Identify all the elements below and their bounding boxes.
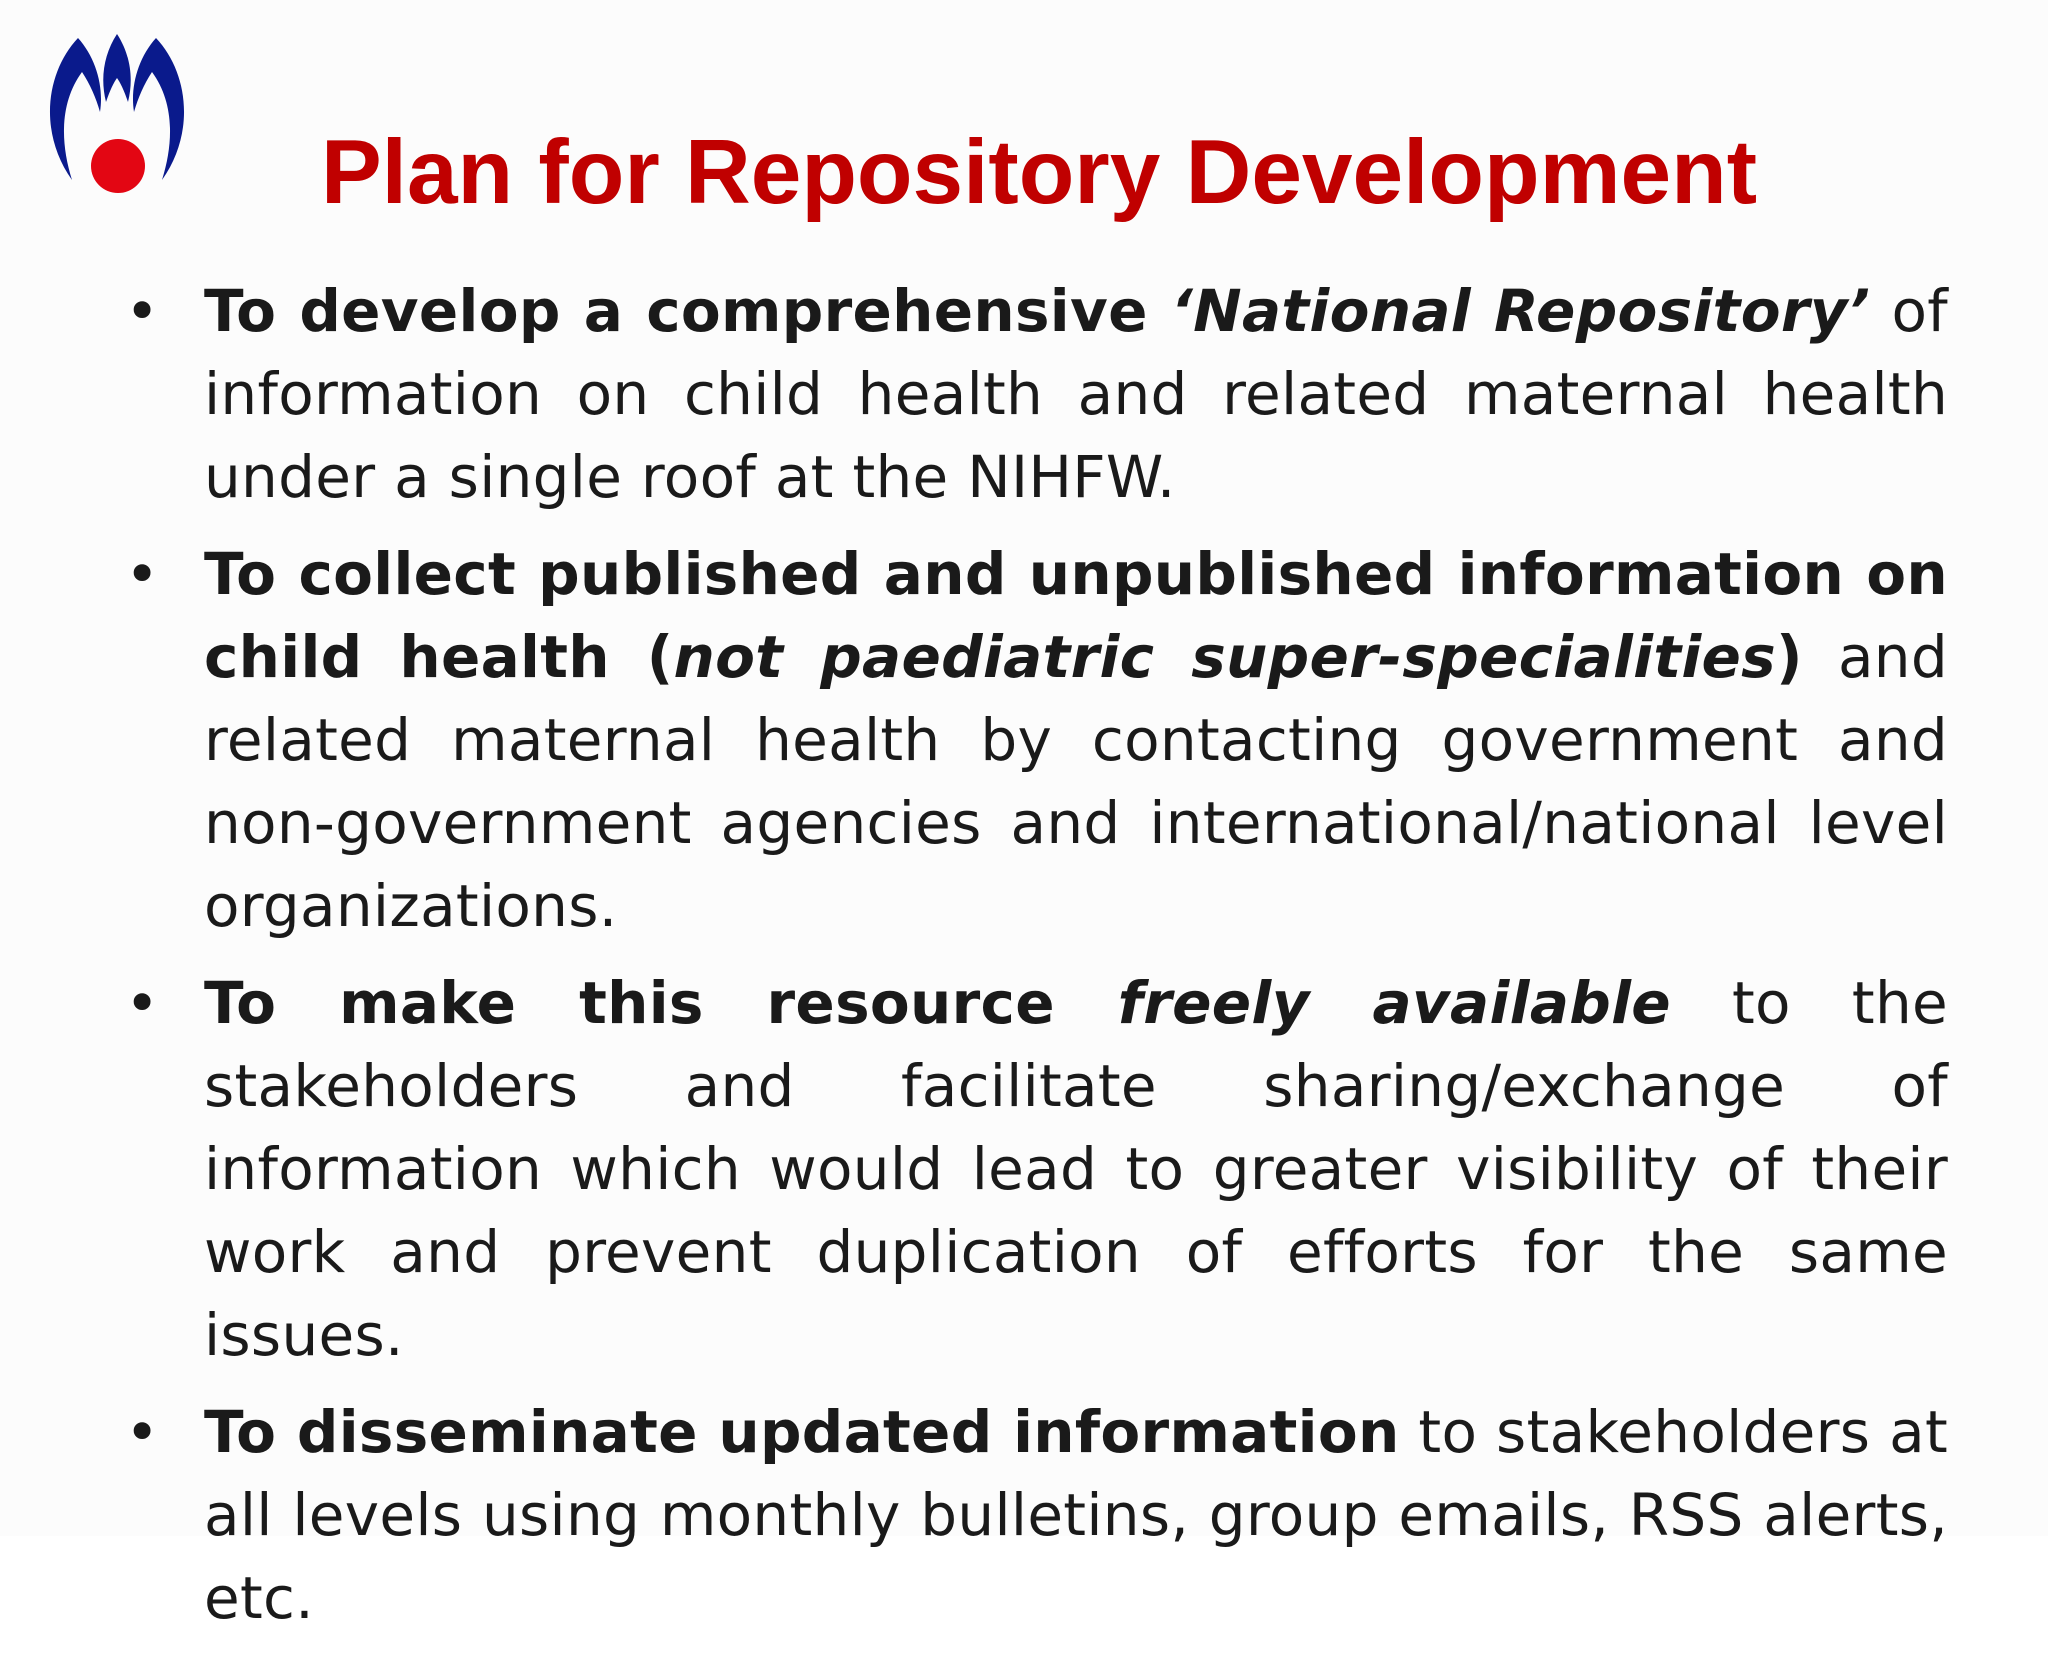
bullet-item (118, 533, 1948, 948)
bullet-text: of information on child health and related maternal health under a single roof at the NIHFW. (204, 277, 1948, 511)
bullet-text-bold-italic: not paediatric super-specialities (673, 623, 1776, 691)
bullet-dot-icon: • (125, 1398, 160, 1466)
bullet-dot-icon: • (125, 277, 160, 345)
bullet-text: to stakeholders at all levels using monthly bulletins, group emails, RSS alerts, etc. (204, 1398, 1948, 1632)
bullet-dot-icon: • (125, 969, 160, 1037)
bullet-text-bold: To collect published and unpublished information on child health ( (204, 540, 1948, 691)
bullet-text: to the stakeholders and facilitate sharing/exchange of information which would lead to greater visibility of their work and prevent duplication of efforts for the same issues. (204, 969, 1948, 1369)
bullet-text-bold-italic: freely available (1117, 969, 1671, 1037)
bullet-list (118, 270, 1948, 1654)
bullet-text: and related maternal health by contacting government and non-government agencies and international/national level organizations. (204, 623, 1948, 940)
bullet-text-bold: ) (1776, 623, 1803, 691)
bullet-item (118, 270, 1948, 519)
bullet-text-bold-italic: ‘National Repository’ (1170, 277, 1871, 345)
bullet-item (118, 962, 1948, 1377)
bullet-text-bold: To make this resource (204, 969, 1118, 1037)
bullet-item (118, 1391, 1948, 1640)
slide-title: Plan for Repository Development (320, 122, 1758, 223)
logo-center-petal (103, 34, 130, 102)
bullet-text-bold: To develop a comprehensive (204, 277, 1171, 345)
bullet-dot-icon: • (125, 540, 160, 608)
bullet-text-bold: To disseminate updated information (204, 1398, 1400, 1466)
